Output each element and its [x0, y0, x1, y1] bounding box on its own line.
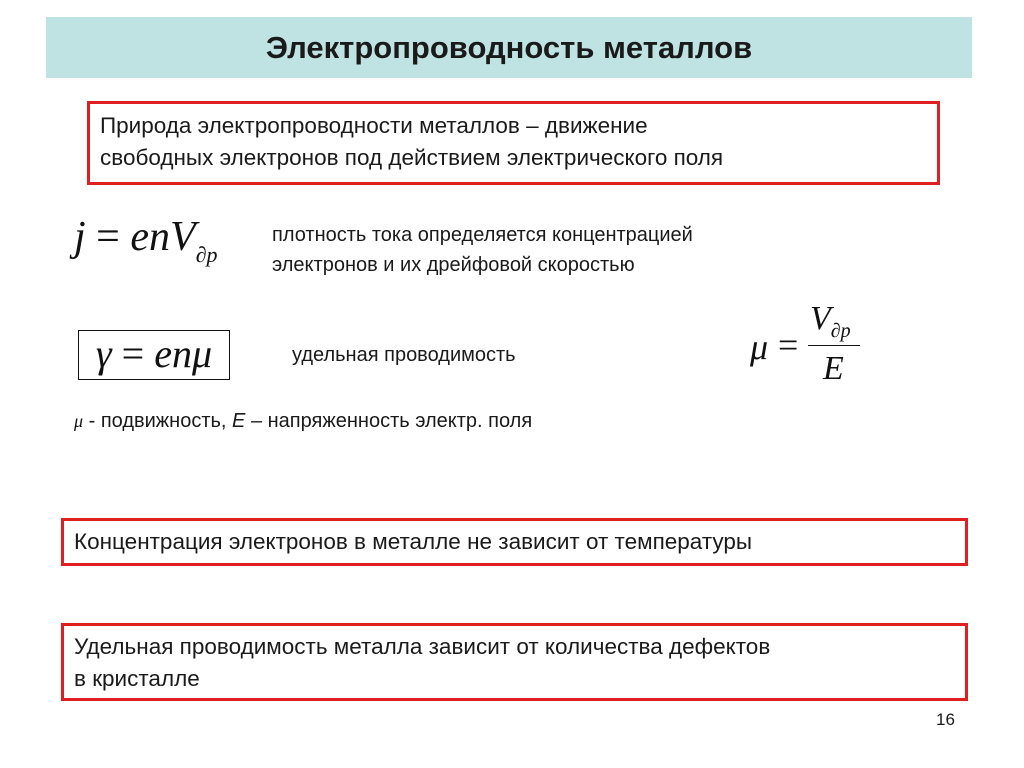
formula-mu: μ: [750, 327, 769, 367]
title-bar: [46, 17, 972, 78]
formula-subscript: ∂р: [195, 242, 218, 267]
page-number: 16: [936, 710, 955, 729]
conductivity-formula: [78, 330, 230, 380]
nature-line-1: Природа электропроводности металлов – движение: [100, 113, 648, 138]
formula-enmu: enμ: [154, 331, 213, 376]
slide-title: Электропроводность металлов: [265, 29, 753, 65]
numerator-subscript: ∂р: [830, 320, 851, 342]
fraction-denominator: E: [823, 350, 844, 387]
numerator-v: V: [810, 300, 831, 337]
concentration-text: Концентрация электронов в металле не зависит от температуры: [74, 529, 753, 554]
fraction-line: [808, 345, 860, 346]
mobility-formula: [750, 300, 870, 390]
formula-eq-2: =: [121, 331, 145, 376]
legend-e-symbol: E: [232, 410, 246, 432]
formula-eq: =: [96, 214, 120, 260]
concentration-box: [61, 518, 968, 566]
legend-text-2: – напряженность электр. поля: [245, 410, 533, 432]
defects-box: [61, 623, 968, 701]
defects-line-2: в кристалле: [74, 666, 200, 691]
legend-text-1: - подвижность,: [83, 410, 233, 432]
current-description: [272, 220, 832, 280]
formula-env: enV: [130, 214, 196, 260]
defects-line-1: Удельная проводимость металла зависит от количества дефектов: [74, 634, 771, 659]
formula-eq-3: =: [778, 325, 799, 365]
formula-gamma: γ: [95, 331, 112, 376]
legend-line: [74, 406, 532, 436]
legend-mu-symbol: μ: [74, 411, 84, 431]
current-desc-line-1: плотность тока определяется концентрацией: [272, 224, 693, 246]
nature-box: [87, 101, 940, 185]
formula-j: j: [74, 214, 86, 260]
current-desc-line-2: электронов и их дрейфовой скоростью: [272, 254, 635, 276]
conductivity-description: удельная проводимость: [292, 344, 516, 366]
nature-line-2: свободных электронов под действием электрического поля: [100, 145, 724, 170]
fraction-numerator: [810, 300, 851, 342]
current-density-formula: [74, 212, 218, 268]
